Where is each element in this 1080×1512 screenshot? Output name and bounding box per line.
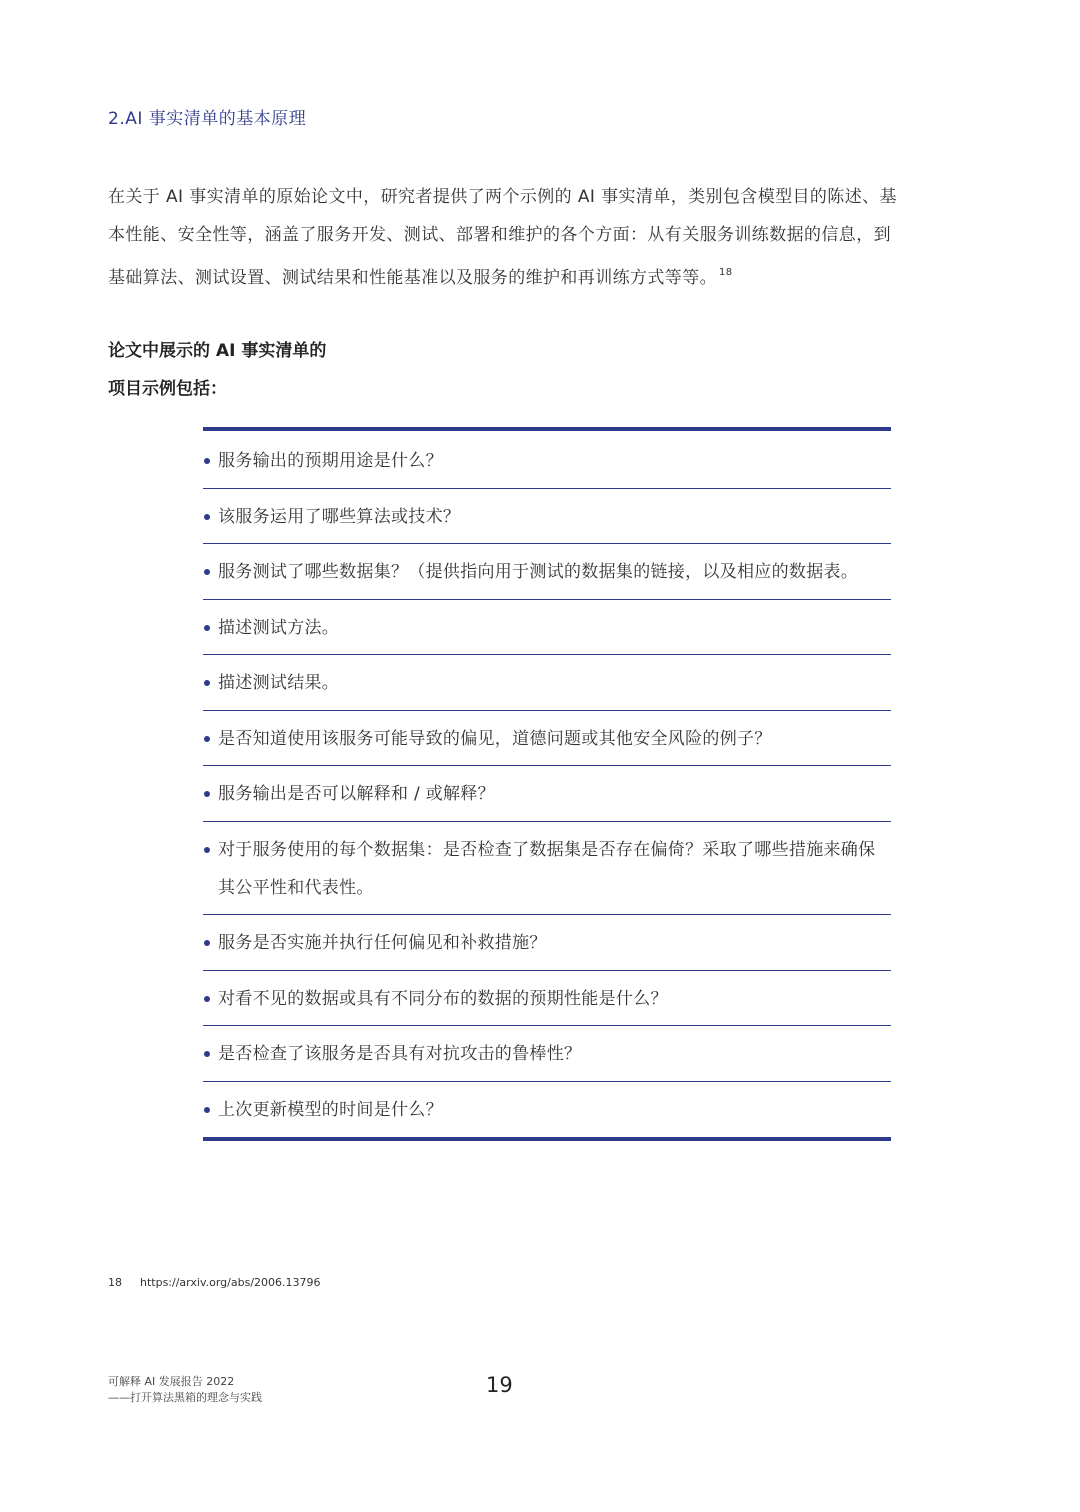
bullet-icon: [204, 569, 210, 575]
list-item: [203, 431, 891, 489]
list-bottom-rule: [203, 1137, 891, 1141]
footer-title-line1: 可解释 AI 发展报告 2022: [108, 1375, 235, 1388]
list-item-text: 描述测试方法。: [218, 617, 340, 638]
list-item-text: 服务是否实施并执行任何偏见和补救措施？: [218, 933, 547, 953]
bullet-icon: [204, 791, 210, 797]
list-item-text: 该服务运用了哪些算法或技术？: [218, 506, 461, 527]
list-item: [203, 822, 891, 916]
list-item: [203, 915, 891, 971]
bullet-icon: [204, 514, 210, 520]
bullet-icon: [204, 458, 210, 464]
list-item: [203, 544, 891, 600]
fact-sheet-list: [203, 427, 891, 1141]
list-item: [203, 489, 891, 545]
list-item-text: 服务输出是否可以解释和 / 或解释？: [218, 784, 495, 804]
footnote-ref[interactable]: 18: [719, 267, 733, 278]
list-item-text: 上次更新模型的时间是什么？: [218, 1099, 443, 1120]
list-intro-line2: 项目示例包括：: [108, 379, 227, 399]
list-item: [203, 766, 891, 822]
footnote: [108, 1276, 321, 1289]
list-item-text: 描述测试结果。: [218, 673, 340, 693]
bullet-icon: [204, 940, 210, 946]
list-intro-heading: [108, 332, 326, 408]
list-item-text: 是否知道使用该服务可能导致的偏见，道德问题或其他安全风险的例子？: [218, 728, 772, 749]
list-item-text: 是否检查了该服务是否具有对抗攻击的鲁棒性？: [218, 1044, 582, 1064]
body-paragraph: [108, 178, 908, 297]
list-item: [203, 600, 891, 656]
list-item: [203, 971, 891, 1027]
paragraph-text: 在关于 AI 事实清单的原始论文中，研究者提供了两个示例的 AI 事实清单，类别包含模型目的陈述、基本性能、安全性等，涵盖了服务开发、测试、部署和维护的各个方面：从有关服务训练数据的信息，到基础算法、测试设置、测试结果和性能基准以及服务的维护和再训练方式等等。: [108, 187, 897, 288]
bullet-icon: [204, 1051, 210, 1057]
bullet-icon: [204, 680, 210, 686]
bullet-icon: [204, 996, 210, 1002]
section-heading: 2.AI 事实清单的基本原理: [108, 109, 307, 129]
footnote-divider: [108, 1266, 342, 1272]
bullet-icon: [204, 625, 210, 631]
bullet-icon: [204, 847, 210, 853]
footer-title: [108, 1374, 262, 1406]
footnote-link[interactable]: https://arxiv.org/abs/2006.13796: [140, 1276, 321, 1289]
list-item-text: 服务输出的预期用途是什么？: [218, 451, 443, 471]
bullet-icon: [204, 1107, 210, 1113]
list-item-text: 对看不见的数据或具有不同分布的数据的预期性能是什么？: [218, 988, 668, 1009]
list-item: [203, 1026, 891, 1082]
list-item: [203, 1082, 891, 1138]
list-item: [203, 711, 891, 767]
list-item-text: 对于服务使用的每个数据集：是否检查了数据集是否存在偏倚？采取了哪些措施来确保其公平性和代表性。: [218, 839, 876, 898]
list-intro-line1: 论文中展示的 AI 事实清单的: [108, 341, 327, 361]
bullet-icon: [204, 736, 210, 742]
list-item-text: 服务测试了哪些数据集？（提供指向用于测试的数据集的链接，以及相应的数据表。: [218, 562, 859, 582]
page-number: 19: [486, 1373, 513, 1397]
list-items: [203, 431, 891, 1137]
footnote-number: 18: [108, 1276, 122, 1289]
list-item: [203, 655, 891, 711]
footer-title-line2: ——打开算法黑箱的理念与实践: [108, 1391, 262, 1404]
